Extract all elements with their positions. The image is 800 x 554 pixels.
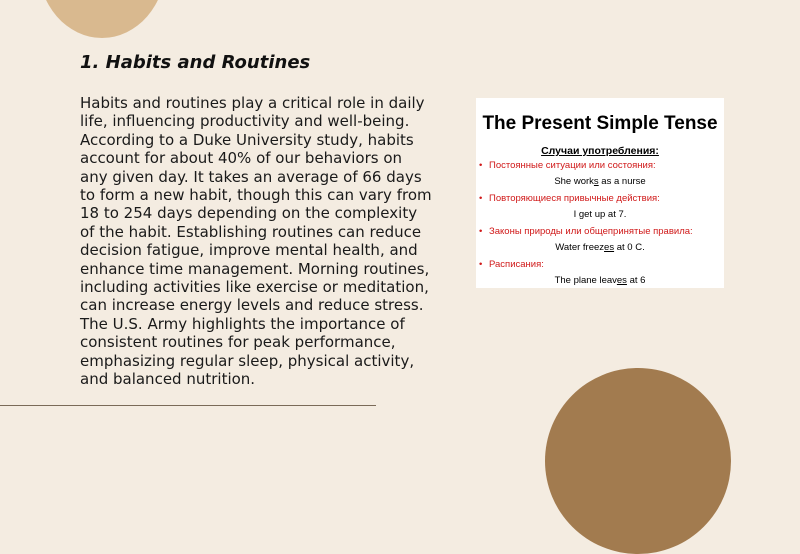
example-text: Water freez [555,242,605,253]
uses-list [476,160,724,292]
example-text-end: at 0 C. [614,242,645,253]
bullet-icon: • [479,226,483,237]
example-text: I get up at 7. [573,209,627,220]
use-label [476,226,724,238]
divider-line [0,405,376,406]
example-text-end: at 6 [626,275,646,286]
example-text: She work [554,176,594,187]
use-label-text: Расписания: [489,259,544,270]
card-subtitle: Случаи употребления: [541,145,659,157]
use-label [476,193,724,205]
decorative-circle-bottom [545,368,731,554]
example-text-end: as a nurse [598,176,646,187]
use-example [476,176,724,188]
bullet-icon: • [479,193,483,204]
use-label-text: Повторяющиеся привычные действия: [489,193,660,204]
decorative-circle-top [38,0,166,38]
card-title: The Present Simple Tense [482,113,718,134]
use-item [476,226,724,254]
use-item [476,193,724,221]
use-label [476,259,724,271]
use-label-text: Постоянные ситуации или состояния: [489,160,656,171]
use-label-text: Законы природы или общепринятые правила: [489,226,693,237]
use-label [476,160,724,172]
bullet-icon: • [479,160,483,171]
example-text: The plane leav [554,275,617,286]
present-simple-image-card [476,98,724,288]
use-example [476,275,724,287]
slide-body-text: Habits and routines play a critical role in daily life, influencing productivity and well-being. According to a Duke University study, habits account for about 40% of our behaviors on any given day. It takes an average of 66 days to form a new habit, though this can vary from 18 to 254 days depending on the complexity of the habit. Establishing routines can reduce decision fatigue, improve mental health, and enhance time management. Morning routines, including activities like exercise or meditation, can increase energy levels and reduce stress. The U.S. Army highlights the importance of consistent routines for peak performance, emphasizing regular sleep, physical activity, and balanced nutrition. [80,94,432,389]
use-item [476,160,724,188]
use-example [476,209,724,221]
example-ending: s [593,176,599,187]
use-example [476,242,724,254]
bullet-icon: • [479,259,483,270]
use-item [476,259,724,287]
example-ending: es [604,242,615,253]
slide-title: 1. Habits and Routines [80,52,311,73]
example-ending: es [616,275,627,286]
